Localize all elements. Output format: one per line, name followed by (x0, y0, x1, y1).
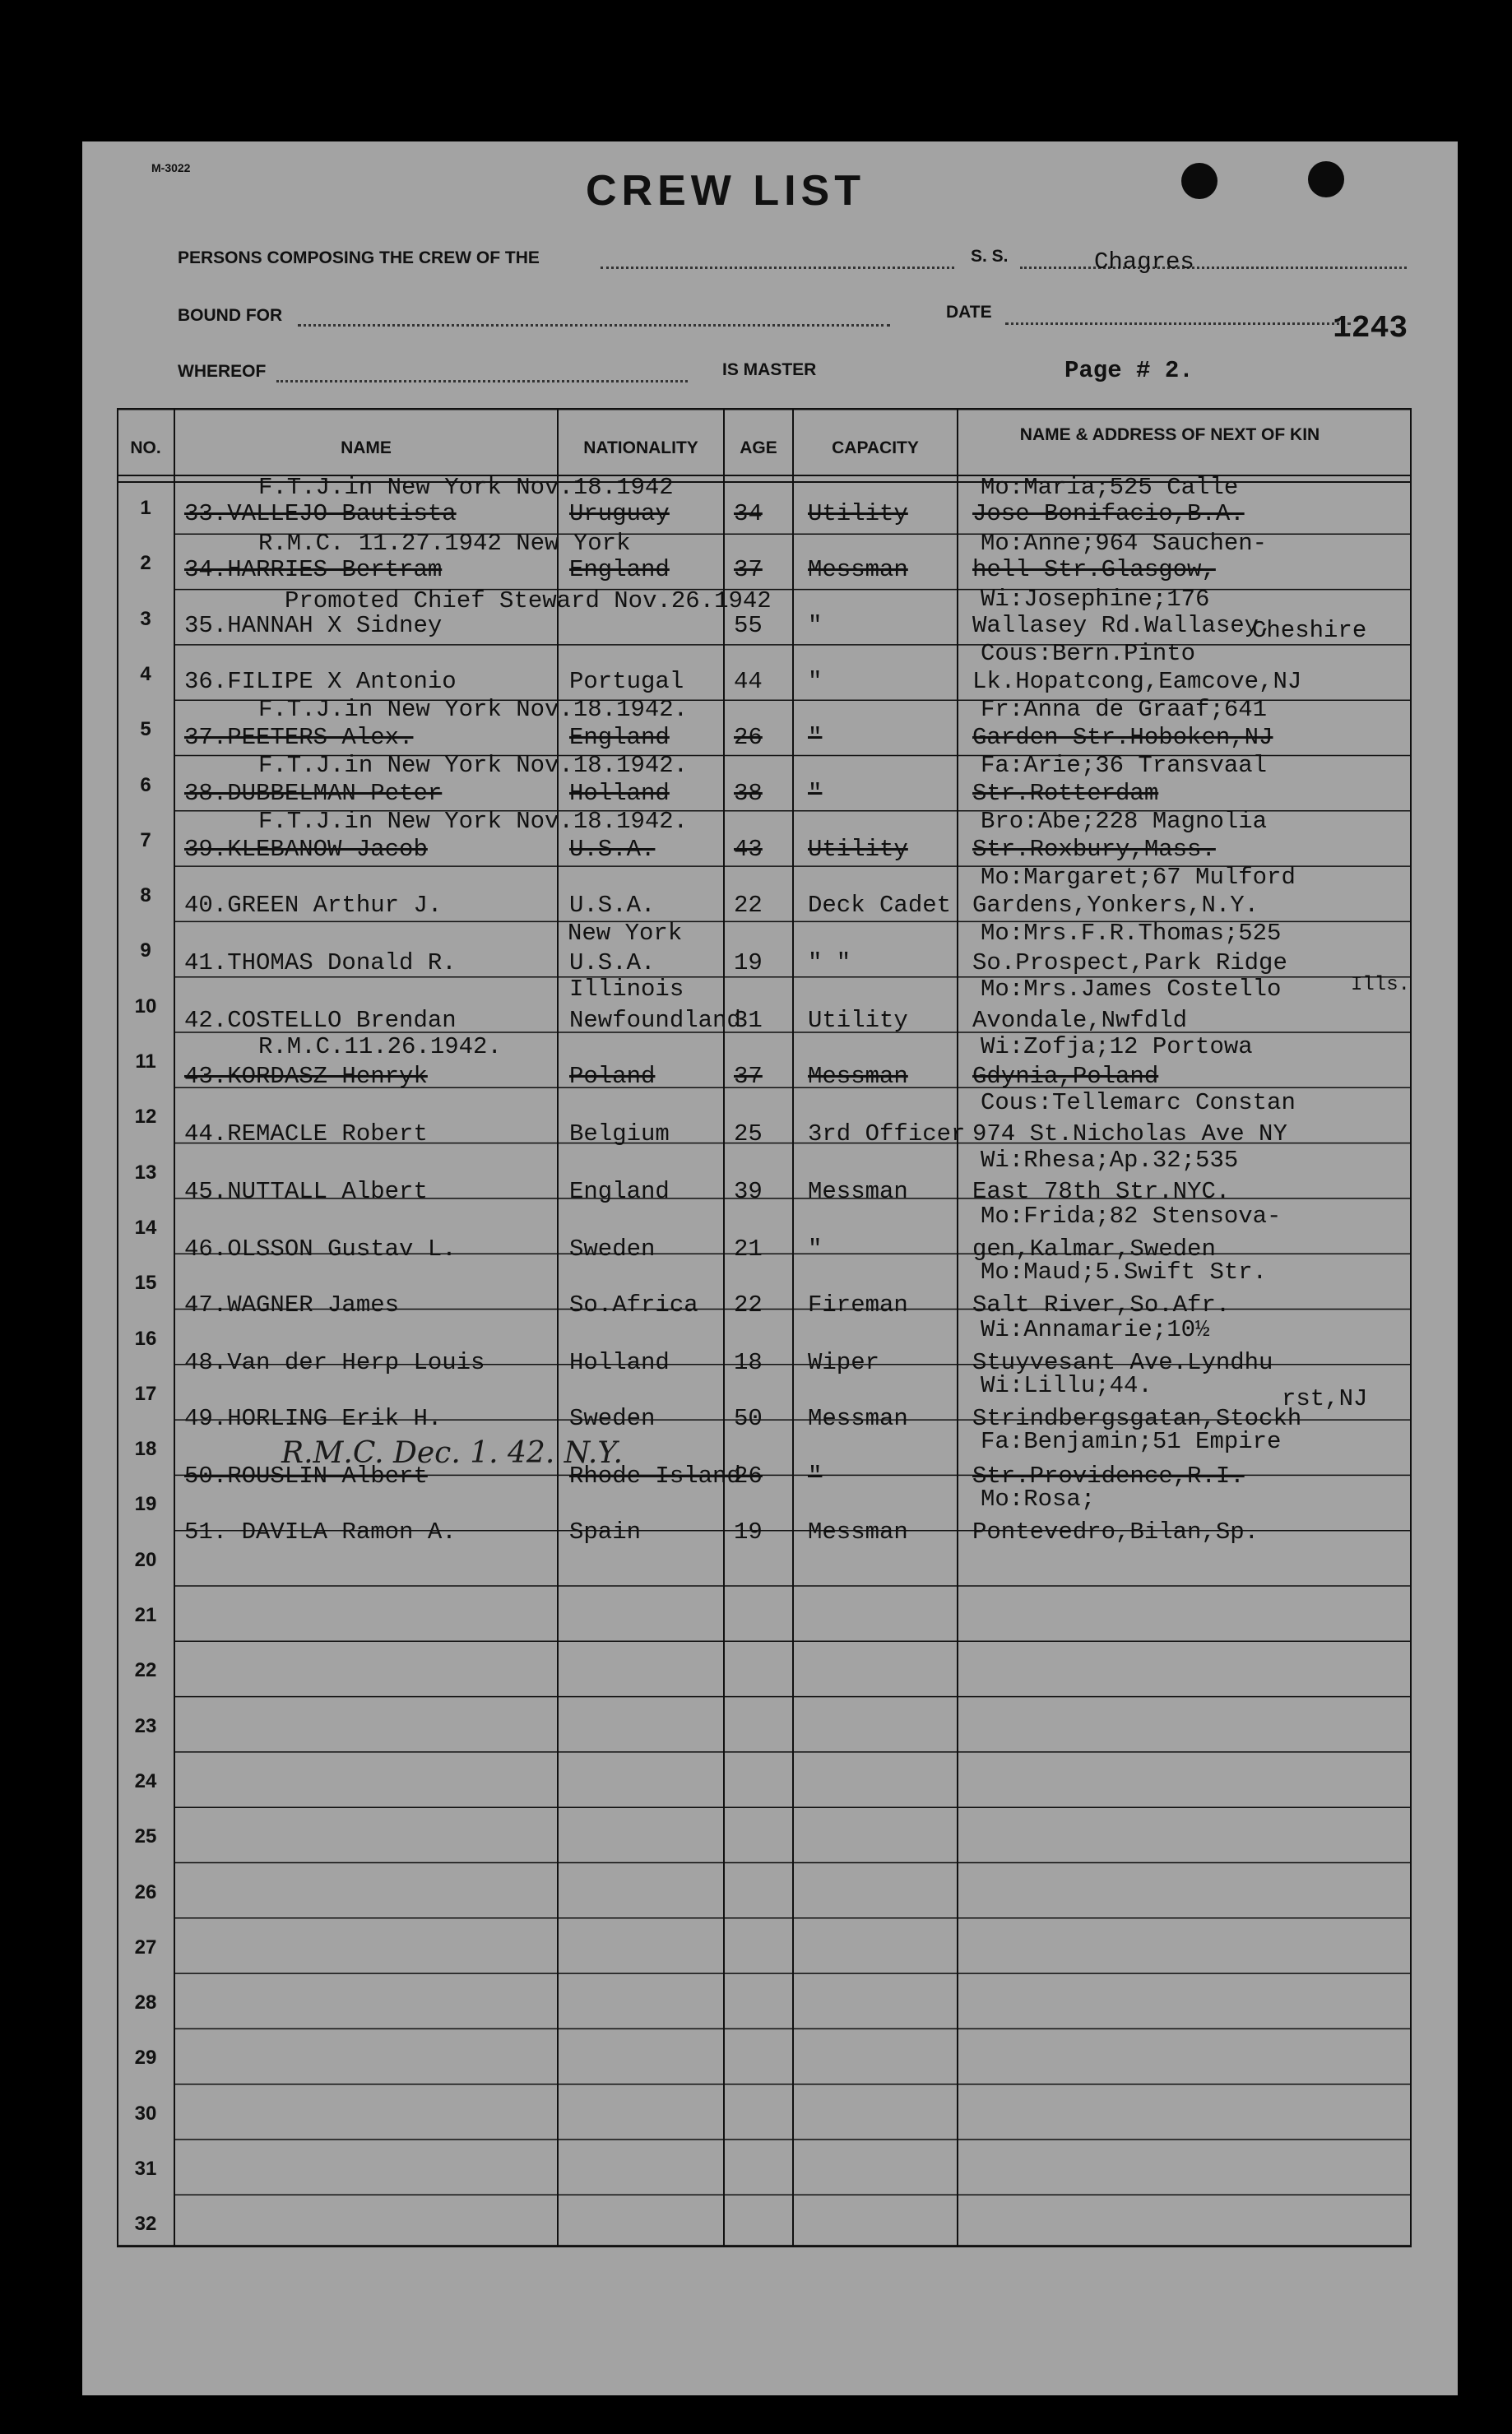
crew-age: 37 (734, 556, 763, 583)
punch-hole (1308, 161, 1344, 197)
row-number: 6 (140, 773, 151, 796)
row-number: 27 (134, 1936, 157, 1959)
crew-capacity: 3rd Officer (808, 1120, 966, 1147)
crew-name: 41.THOMAS Donald R. (184, 949, 457, 976)
crew-name: 40.GREEN Arthur J. (184, 892, 443, 919)
row-number: 4 (140, 662, 151, 685)
crew-nationality: Newfoundland (569, 1007, 741, 1034)
crew-age: 39 (734, 1178, 763, 1205)
dotted-line (1005, 322, 1351, 325)
col-header-next-of-kin: NAME & ADDRESS OF NEXT OF KIN (1019, 425, 1320, 444)
dotted-line (298, 324, 890, 327)
kin-name: Mo:Anne;964 Sauchen- (981, 530, 1268, 557)
crew-kin-address: Strindbergsgatan,Stockh (972, 1405, 1302, 1432)
crew-kin-address: hell Str.Glasgow, (972, 556, 1216, 583)
crew-nationality: U.S.A. (569, 892, 656, 919)
crew-capacity: " (808, 780, 823, 807)
crew-age: 18 (734, 1349, 763, 1376)
crew-name: 51. DAVILA Ramon A. (184, 1518, 457, 1546)
crew-nationality: Belgium (569, 1120, 670, 1147)
crew-nationality: U.S.A. (569, 949, 656, 976)
crew-kin-address: Wallasey Rd.Wallasey, (972, 612, 1273, 639)
crew-age: 26 (734, 724, 763, 751)
crew-kin-address: So.Prospect,Park Ridge (972, 949, 1287, 976)
crew-age: 37 (734, 1063, 763, 1090)
date-label: DATE (946, 303, 992, 322)
kin-extra: Ills. (1351, 974, 1411, 996)
crew-capacity: Messman (808, 1178, 908, 1205)
row-number: 2 (140, 552, 151, 575)
crew-nationality: Spain (569, 1518, 642, 1546)
crew-kin-address: gen,Kalmar,Sweden (972, 1236, 1216, 1263)
annotation: F.T.J.in New York Nov.18.1942 (258, 474, 674, 501)
crew-capacity: " (808, 724, 823, 751)
col-header-nationality: NATIONALITY (583, 438, 698, 457)
crew-name: 33.VALLEJO Bautista (184, 500, 457, 527)
persons-label: PERSONS COMPOSING THE CREW OF THE (178, 248, 540, 267)
crew-capacity: " (808, 612, 823, 639)
row-number: 22 (134, 1659, 157, 1682)
kin-name: Mo:Maud;5.Swift Str. (981, 1259, 1268, 1286)
crew-name: 36.FILIPE X Antonio (184, 668, 457, 695)
row-number: 29 (134, 2047, 157, 2070)
row-number: 24 (134, 1769, 157, 1792)
dotted-line (276, 380, 688, 382)
crew-name: 45.NUTTALL Albert (184, 1178, 428, 1205)
row-number: 16 (134, 1327, 157, 1350)
crew-age: 50 (734, 1405, 763, 1432)
crew-nationality: Portugal (569, 668, 684, 695)
punch-hole (1181, 163, 1217, 199)
col-header-capacity: CAPACITY (832, 438, 919, 457)
crew-nationality: Holland (569, 780, 670, 807)
row-number: 8 (140, 884, 151, 907)
kin-name: Mo:Maria;525 Calle (981, 474, 1239, 501)
crew-nationality: Uruguay (569, 500, 670, 527)
row-number: 13 (134, 1161, 157, 1184)
row-number: 23 (134, 1714, 157, 1737)
col-header-name: NAME (341, 438, 392, 457)
crew-age: 31 (734, 1007, 763, 1034)
crew-age: 19 (734, 949, 763, 976)
crew-kin-address: Stuyvesant Ave.Lyndhu (972, 1349, 1273, 1376)
handwritten-note: R.M.C. Dec. 1. 42. N.Y. (281, 1436, 623, 1470)
crew-age: 34 (734, 500, 763, 527)
crew-capacity: Deck Cadet (808, 892, 952, 919)
crew-kin-address: Garden Str.Hoboken,NJ (972, 724, 1273, 751)
crew-age: 21 (734, 1236, 763, 1263)
row-number: 19 (134, 1493, 157, 1516)
crew-capacity: Utility (808, 1007, 908, 1034)
row-number: 5 (140, 718, 151, 741)
crew-capacity: " " (808, 949, 851, 976)
crew-list-sheet (82, 141, 1458, 2395)
crew-name: 34.HARRIES Bertram (184, 556, 443, 583)
crew-age: 22 (734, 1291, 763, 1319)
row-number: 26 (134, 1880, 157, 1903)
row-number: 7 (140, 828, 151, 851)
row-number: 15 (134, 1272, 157, 1295)
date-stamp: 1243 (1333, 311, 1408, 346)
ss-label: S. S. (971, 247, 1009, 266)
crew-nationality: England (569, 724, 670, 751)
kin-extra: rst,NJ (1282, 1385, 1368, 1412)
master-label: IS MASTER (722, 360, 817, 379)
crew-name: 39.KLEBANOW Jacob (184, 836, 428, 863)
kin-name: Fa:Arie;36 Transvaal (981, 752, 1268, 779)
kin-name: Cous:Bern.Pinto (981, 640, 1196, 667)
kin-name: Mo:Margaret;67 Mulford (981, 864, 1296, 891)
crew-capacity: Utility (808, 500, 908, 527)
crew-nationality: Poland (569, 1063, 656, 1090)
crew-age: 38 (734, 780, 763, 807)
crew-age: 25 (734, 1120, 763, 1147)
crew-name: 50.ROUSLIN Albert (184, 1463, 428, 1490)
crew-nationality: U.S.A. (569, 836, 656, 863)
row-number: 17 (134, 1382, 157, 1405)
crew-capacity: " (808, 668, 823, 695)
nationality-extra: New York (568, 920, 683, 947)
crew-name: 44.REMACLE Robert (184, 1120, 428, 1147)
crew-nationality: Rhode Island (569, 1463, 741, 1490)
row-number: 11 (135, 1050, 156, 1073)
kin-name: Mo:Frida;82 Stensova- (981, 1203, 1282, 1230)
crew-kin-address: Avondale,Nwfdld (972, 1007, 1188, 1034)
ship-name: Chagres (1094, 248, 1194, 276)
crew-kin-address: Salt River,So.Afr. (972, 1291, 1231, 1319)
crew-capacity: Fireman (808, 1291, 908, 1319)
crew-capacity: " (808, 1463, 823, 1490)
crew-nationality: Sweden (569, 1405, 656, 1432)
crew-kin-address: Lk.Hopatcong,Eamcove,NJ (972, 668, 1302, 695)
crew-kin-address: Gdynia,Poland (972, 1063, 1159, 1090)
annotation: R.M.C.11.26.1942. (258, 1033, 502, 1060)
crew-age: 22 (734, 892, 763, 919)
dotted-line (601, 267, 954, 269)
row-number: 20 (134, 1548, 157, 1571)
row-number: 10 (134, 994, 157, 1018)
crew-age: 26 (734, 1463, 763, 1490)
crew-nationality: Sweden (569, 1236, 656, 1263)
form-code: M-3022 (151, 161, 191, 174)
crew-name: 37.PEETERS Alex. (184, 724, 414, 751)
crew-kin-address: Pontevedro,Bilan,Sp. (972, 1518, 1259, 1546)
kin-name: Mo:Rosa; (981, 1486, 1096, 1513)
crew-age: 55 (734, 612, 763, 639)
crew-age: 43 (734, 836, 763, 863)
kin-name: Fa:Benjamin;51 Empire (981, 1428, 1282, 1455)
crew-capacity: Wiper (808, 1349, 880, 1376)
col-header-no: NO. (130, 438, 161, 457)
crew-kin-address: Gardens,Yonkers,N.Y. (972, 892, 1259, 919)
annotation: F.T.J.in New York Nov.18.1942. (258, 752, 689, 779)
bound-for-label: BOUND FOR (178, 306, 283, 325)
crew-name: 48.Van der Herp Louis (184, 1349, 485, 1376)
crew-kin-address: East 78th Str.NYC. (972, 1178, 1231, 1205)
kin-extra: Cheshire (1252, 617, 1367, 644)
row-number: 18 (134, 1438, 157, 1461)
crew-name: 42.COSTELLO Brendan (184, 1007, 457, 1034)
annotation: Promoted Chief Steward Nov.26.1942 (285, 587, 772, 614)
row-number: 28 (134, 1991, 157, 2014)
kin-name: Fr:Anna de Graaf;641 (981, 696, 1268, 723)
kin-name: Mo:Mrs.F.R.Thomas;525 (981, 920, 1282, 947)
row-number: 14 (134, 1216, 157, 1239)
crew-kin-address: Str.Roxbury,Mass. (972, 836, 1216, 863)
page-number: Page # 2. (1064, 357, 1194, 384)
crew-kin-address: Jose Bonifacio,B.A. (972, 500, 1245, 527)
kin-name: Wi:Rhesa;Ap.32;535 (981, 1147, 1239, 1174)
crew-age: 19 (734, 1518, 763, 1546)
whereof-label: WHEREOF (178, 362, 267, 381)
crew-name: 38.DUBBELMAN Peter (184, 780, 443, 807)
crew-nationality: Holland (569, 1349, 670, 1376)
crew-age: 44 (734, 668, 763, 695)
kin-name: Mo:Mrs.James Costello (981, 976, 1282, 1003)
annotation: F.T.J.in New York Nov.18.1942. (258, 808, 689, 835)
crew-nationality: England (569, 1178, 670, 1205)
crew-capacity: Messman (808, 556, 908, 583)
kin-name: Wi:Josephine;176 (981, 586, 1210, 613)
crew-nationality: England (569, 556, 670, 583)
kin-name: Wi:Annamarie;10½ (981, 1316, 1210, 1343)
crew-kin-address: 974 St.Nicholas Ave NY (972, 1120, 1287, 1147)
crew-capacity: " (808, 1236, 823, 1263)
crew-kin-address: Str.Rotterdam (972, 780, 1159, 807)
row-number: 21 (134, 1604, 157, 1626)
kin-name: Bro:Abe;228 Magnolia (981, 808, 1268, 835)
row-number: 12 (134, 1106, 157, 1129)
crew-capacity: Messman (808, 1063, 908, 1090)
kin-name: Cous:Tellemarc Constan (981, 1089, 1296, 1116)
row-number: 31 (134, 2158, 157, 2180)
row-number: 25 (134, 1825, 157, 1848)
kin-name: Wi:Zofja;12 Portowa (981, 1033, 1253, 1060)
crew-name: 47.WAGNER James (184, 1291, 400, 1319)
row-number: 1 (140, 497, 151, 519)
annotation: F.T.J.in New York Nov.18.1942. (258, 696, 689, 723)
page-title: CREW LIST (586, 167, 865, 215)
crew-capacity: Utility (808, 836, 908, 863)
row-number: 32 (134, 2213, 157, 2236)
annotation: R.M.C. 11.27.1942 New York (258, 530, 631, 557)
nationality-extra: Illinois (569, 976, 684, 1003)
crew-name: 35.HANNAH X Sidney (184, 612, 443, 639)
crew-capacity: Messman (808, 1405, 908, 1432)
crew-name: 46.OLSSON Gustav L. (184, 1236, 457, 1263)
row-number: 9 (140, 939, 151, 962)
crew-name: 49.HORLING Erik H. (184, 1405, 443, 1432)
crew-nationality: So.Africa (569, 1291, 698, 1319)
row-number: 3 (140, 607, 151, 630)
crew-kin-address: Str.Providence,R.I. (972, 1463, 1245, 1490)
row-number: 30 (134, 2102, 157, 2125)
crew-name: 43.KORDASZ Henryk (184, 1063, 428, 1090)
crew-capacity: Messman (808, 1518, 908, 1546)
col-header-age: AGE (740, 438, 777, 457)
dotted-line (1020, 267, 1407, 269)
kin-name: Wi:Lillu;44. (981, 1372, 1153, 1399)
